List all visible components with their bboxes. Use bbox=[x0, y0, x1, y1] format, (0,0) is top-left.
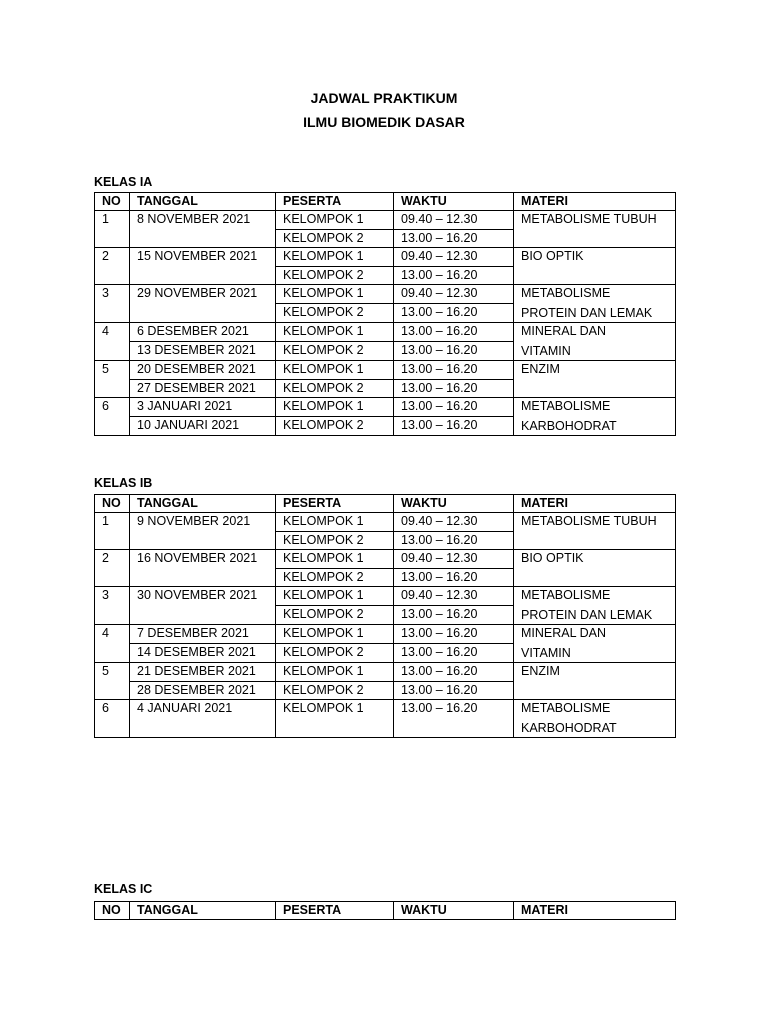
cell-peserta: KELOMPOK 1 bbox=[276, 700, 394, 719]
schedule-table-ib bbox=[94, 494, 676, 738]
materi-line: ENZIM bbox=[521, 664, 560, 678]
cell-waktu: 09.40 – 12.30 bbox=[394, 513, 514, 532]
header-col-materi: MATERI bbox=[514, 495, 676, 513]
cell-waktu: 13.00 – 16.20 bbox=[394, 568, 514, 587]
table-row bbox=[95, 700, 676, 719]
cell-waktu: 13.00 – 16.20 bbox=[394, 229, 514, 248]
header-col-tanggal: TANGGAL bbox=[130, 193, 276, 211]
table-row bbox=[95, 513, 676, 532]
cell-tanggal bbox=[130, 266, 276, 285]
table-row bbox=[95, 248, 676, 267]
materi-line: BIO OPTIK bbox=[521, 551, 584, 565]
document-subtitle: ILMU BIOMEDIK DASAR bbox=[303, 114, 465, 130]
cell-peserta: KELOMPOK 1 bbox=[276, 285, 394, 304]
cell-no: 3 bbox=[95, 587, 130, 606]
cell-no: 1 bbox=[95, 211, 130, 230]
cell-waktu: 09.40 – 12.30 bbox=[394, 248, 514, 267]
cell-no: 5 bbox=[95, 663, 130, 682]
cell-tanggal: 9 NOVEMBER 2021 bbox=[130, 513, 276, 532]
cell-materi bbox=[514, 625, 676, 663]
cell-waktu: 13.00 – 16.20 bbox=[394, 323, 514, 342]
table-row bbox=[95, 550, 676, 569]
cell-peserta bbox=[276, 719, 394, 738]
schedule-table-ic bbox=[94, 901, 676, 920]
materi-line: METABOLISME bbox=[521, 701, 611, 715]
cell-materi bbox=[514, 513, 676, 550]
cell-tanggal: 14 DESEMBER 2021 bbox=[130, 644, 276, 663]
cell-tanggal bbox=[130, 568, 276, 587]
cell-peserta: KELOMPOK 2 bbox=[276, 606, 394, 625]
materi-line: VITAMIN bbox=[521, 343, 571, 358]
cell-peserta: KELOMPOK 1 bbox=[276, 211, 394, 230]
cell-no bbox=[95, 266, 130, 285]
cell-tanggal: 10 JANUARI 2021 bbox=[130, 417, 276, 436]
table-row bbox=[95, 398, 676, 417]
table-row bbox=[95, 663, 676, 682]
cell-waktu: 09.40 – 12.30 bbox=[394, 550, 514, 569]
header-col-peserta: PESERTA bbox=[276, 193, 394, 211]
materi-line: BIO OPTIK bbox=[521, 249, 584, 263]
cell-no: 4 bbox=[95, 625, 130, 644]
cell-tanggal: 27 DESEMBER 2021 bbox=[130, 379, 276, 398]
cell-peserta: KELOMPOK 1 bbox=[276, 248, 394, 267]
header-col-peserta: PESERTA bbox=[276, 902, 394, 920]
materi-line: METABOLISME bbox=[521, 286, 611, 300]
cell-no: 3 bbox=[95, 285, 130, 304]
cell-tanggal: 3 JANUARI 2021 bbox=[130, 398, 276, 417]
cell-no bbox=[95, 531, 130, 550]
cell-no bbox=[95, 379, 130, 398]
cell-tanggal: 13 DESEMBER 2021 bbox=[130, 342, 276, 361]
cell-no bbox=[95, 229, 130, 248]
cell-peserta: KELOMPOK 1 bbox=[276, 550, 394, 569]
cell-peserta: KELOMPOK 2 bbox=[276, 229, 394, 248]
cell-materi bbox=[514, 323, 676, 361]
cell-tanggal: 30 NOVEMBER 2021 bbox=[130, 587, 276, 606]
cell-peserta: KELOMPOK 1 bbox=[276, 398, 394, 417]
cell-peserta: KELOMPOK 1 bbox=[276, 663, 394, 682]
cell-materi bbox=[514, 587, 676, 625]
header-col-no: NO bbox=[95, 495, 130, 513]
class-label-ic: KELAS IC bbox=[94, 882, 153, 896]
materi-line: VITAMIN bbox=[521, 645, 571, 660]
cell-no: 2 bbox=[95, 550, 130, 569]
cell-no bbox=[95, 644, 130, 663]
materi-line: METABOLISME bbox=[521, 588, 611, 602]
table-header-row bbox=[95, 902, 676, 920]
materi-line: KARBOHODRAT bbox=[521, 418, 617, 433]
table-row bbox=[95, 285, 676, 304]
materi-line: METABOLISME bbox=[521, 399, 611, 413]
cell-peserta: KELOMPOK 1 bbox=[276, 513, 394, 532]
cell-waktu: 09.40 – 12.30 bbox=[394, 587, 514, 606]
cell-peserta: KELOMPOK 2 bbox=[276, 531, 394, 550]
cell-no bbox=[95, 719, 130, 738]
cell-waktu: 13.00 – 16.20 bbox=[394, 644, 514, 663]
cell-no bbox=[95, 568, 130, 587]
cell-no bbox=[95, 681, 130, 700]
class-label-ia: KELAS IA bbox=[94, 175, 153, 189]
cell-peserta: KELOMPOK 1 bbox=[276, 323, 394, 342]
cell-tanggal: 8 NOVEMBER 2021 bbox=[130, 211, 276, 230]
materi-line: METABOLISME TUBUH bbox=[521, 212, 657, 226]
cell-tanggal: 20 DESEMBER 2021 bbox=[130, 361, 276, 380]
table-row bbox=[95, 625, 676, 644]
cell-peserta: KELOMPOK 2 bbox=[276, 379, 394, 398]
cell-waktu: 13.00 – 16.20 bbox=[394, 266, 514, 285]
cell-peserta: KELOMPOK 1 bbox=[276, 625, 394, 644]
schedule-table-ia bbox=[94, 192, 676, 436]
cell-waktu: 13.00 – 16.20 bbox=[394, 342, 514, 361]
header-col-tanggal: TANGGAL bbox=[130, 495, 276, 513]
header-col-waktu: WAKTU bbox=[394, 902, 514, 920]
cell-materi bbox=[514, 663, 676, 700]
cell-peserta: KELOMPOK 2 bbox=[276, 681, 394, 700]
cell-tanggal: 7 DESEMBER 2021 bbox=[130, 625, 276, 644]
cell-waktu: 13.00 – 16.20 bbox=[394, 379, 514, 398]
header-col-waktu: WAKTU bbox=[394, 193, 514, 211]
cell-waktu: 13.00 – 16.20 bbox=[394, 700, 514, 719]
cell-peserta: KELOMPOK 2 bbox=[276, 342, 394, 361]
header-col-materi: MATERI bbox=[514, 193, 676, 211]
cell-waktu: 13.00 – 16.20 bbox=[394, 681, 514, 700]
cell-peserta: KELOMPOK 2 bbox=[276, 644, 394, 663]
cell-no: 6 bbox=[95, 700, 130, 719]
materi-line: ENZIM bbox=[521, 362, 560, 376]
cell-tanggal: 28 DESEMBER 2021 bbox=[130, 681, 276, 700]
cell-tanggal: 6 DESEMBER 2021 bbox=[130, 323, 276, 342]
cell-waktu: 09.40 – 12.30 bbox=[394, 211, 514, 230]
cell-materi bbox=[514, 248, 676, 285]
cell-no: 4 bbox=[95, 323, 130, 342]
cell-no: 2 bbox=[95, 248, 130, 267]
cell-waktu: 13.00 – 16.20 bbox=[394, 398, 514, 417]
cell-tanggal bbox=[130, 531, 276, 550]
cell-waktu: 09.40 – 12.30 bbox=[394, 285, 514, 304]
cell-tanggal bbox=[130, 719, 276, 738]
cell-tanggal: 4 JANUARI 2021 bbox=[130, 700, 276, 719]
class-label-ib: KELAS IB bbox=[94, 476, 153, 490]
header-col-materi: MATERI bbox=[514, 902, 676, 920]
cell-waktu: 13.00 – 16.20 bbox=[394, 606, 514, 625]
cell-no: 6 bbox=[95, 398, 130, 417]
cell-tanggal bbox=[130, 304, 276, 323]
cell-peserta: KELOMPOK 2 bbox=[276, 304, 394, 323]
cell-tanggal: 21 DESEMBER 2021 bbox=[130, 663, 276, 682]
materi-line: PROTEIN DAN LEMAK bbox=[521, 607, 653, 622]
cell-waktu: 13.00 – 16.20 bbox=[394, 304, 514, 323]
materi-line: METABOLISME TUBUH bbox=[521, 514, 657, 528]
cell-peserta: KELOMPOK 2 bbox=[276, 568, 394, 587]
cell-materi bbox=[514, 361, 676, 398]
cell-no bbox=[95, 342, 130, 361]
cell-no bbox=[95, 304, 130, 323]
cell-peserta: KELOMPOK 1 bbox=[276, 587, 394, 606]
cell-peserta: KELOMPOK 2 bbox=[276, 266, 394, 285]
cell-tanggal: 29 NOVEMBER 2021 bbox=[130, 285, 276, 304]
table-row bbox=[95, 361, 676, 380]
cell-waktu: 13.00 – 16.20 bbox=[394, 361, 514, 380]
document-title: JADWAL PRAKTIKUM bbox=[310, 90, 458, 106]
cell-tanggal: 15 NOVEMBER 2021 bbox=[130, 248, 276, 267]
table-row bbox=[95, 323, 676, 342]
materi-line: PROTEIN DAN LEMAK bbox=[521, 305, 653, 320]
cell-materi bbox=[514, 550, 676, 587]
cell-peserta: KELOMPOK 1 bbox=[276, 361, 394, 380]
cell-waktu bbox=[394, 719, 514, 738]
header-col-no: NO bbox=[95, 902, 130, 920]
header-col-peserta: PESERTA bbox=[276, 495, 394, 513]
materi-line: MINERAL DAN bbox=[521, 626, 606, 640]
materi-line: KARBOHODRAT bbox=[521, 720, 617, 735]
cell-tanggal: 16 NOVEMBER 2021 bbox=[130, 550, 276, 569]
cell-materi bbox=[514, 398, 676, 436]
cell-materi bbox=[514, 700, 676, 738]
table-header-row bbox=[95, 495, 676, 513]
cell-materi bbox=[514, 211, 676, 248]
cell-waktu: 13.00 – 16.20 bbox=[394, 663, 514, 682]
cell-peserta: KELOMPOK 2 bbox=[276, 417, 394, 436]
materi-line: MINERAL DAN bbox=[521, 324, 606, 338]
cell-no bbox=[95, 606, 130, 625]
cell-tanggal bbox=[130, 606, 276, 625]
cell-waktu: 13.00 – 16.20 bbox=[394, 417, 514, 436]
cell-no: 1 bbox=[95, 513, 130, 532]
cell-waktu: 13.00 – 16.20 bbox=[394, 625, 514, 644]
cell-waktu: 13.00 – 16.20 bbox=[394, 531, 514, 550]
cell-tanggal bbox=[130, 229, 276, 248]
table-header-row bbox=[95, 193, 676, 211]
header-col-no: NO bbox=[95, 193, 130, 211]
header-col-tanggal: TANGGAL bbox=[130, 902, 276, 920]
header-col-waktu: WAKTU bbox=[394, 495, 514, 513]
cell-no bbox=[95, 417, 130, 436]
table-row bbox=[95, 587, 676, 606]
cell-no: 5 bbox=[95, 361, 130, 380]
cell-materi bbox=[514, 285, 676, 323]
table-row bbox=[95, 211, 676, 230]
